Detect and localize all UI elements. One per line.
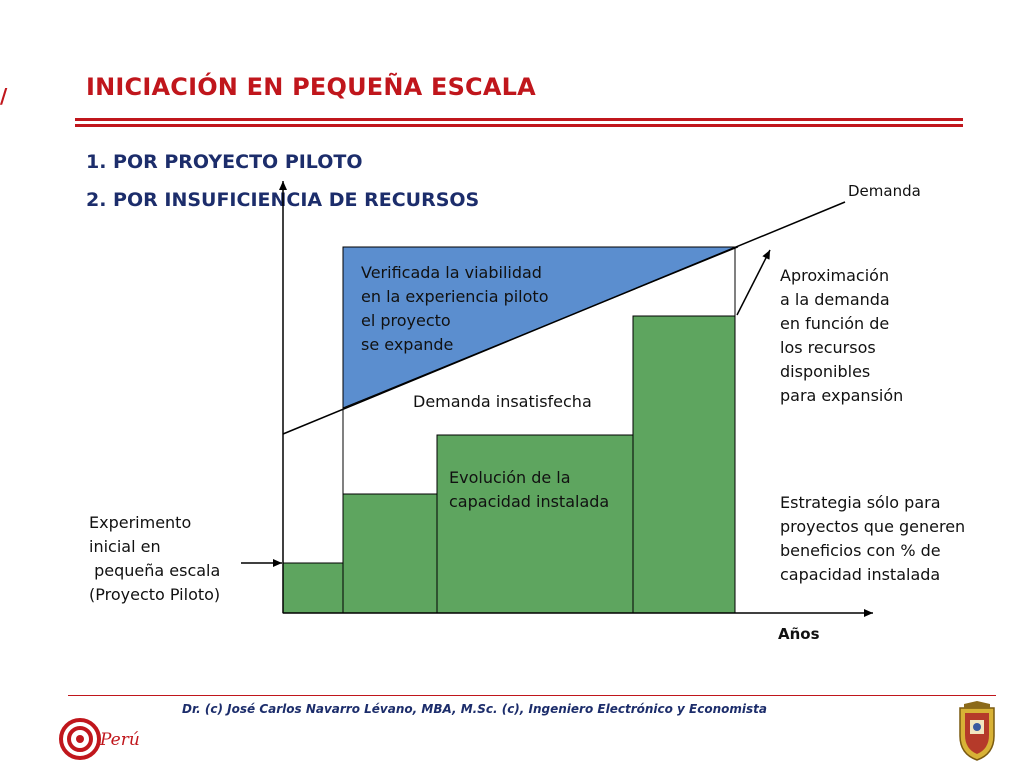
footer-credit: Dr. (c) José Carlos Navarro Lévano, MBA, M.Sc. (c), Ingeniero Electrónico y Economista	[182, 702, 767, 716]
list-item-proyecto-piloto: 1. POR PROYECTO PILOTO	[86, 151, 363, 173]
expansion-text: Verificada la viabilidad en la experiencia piloto el proyecto se expande	[361, 263, 549, 354]
demand-label: Demanda	[848, 182, 921, 200]
peru-logo-text: Perú	[100, 730, 140, 750]
capacity-step-1	[283, 563, 343, 613]
approximation-label: Aproximación a la demanda en función de los recursos disponibles para expansión	[780, 266, 904, 405]
list-item-insuficiencia-recursos: 2. POR INSUFICIENCIA DE RECURSOS	[86, 189, 480, 211]
peru-logo	[58, 712, 148, 766]
unmet-demand-label: Demanda insatisfecha	[413, 392, 592, 411]
slide-edge-mark: /	[0, 84, 8, 108]
slide-title: INICIACIÓN EN PEQUEÑA ESCALA	[86, 73, 536, 101]
strategy-label: Estrategia sólo para proyectos que generen beneficios con % de capacidad instalada	[780, 493, 966, 584]
pilot-label: Experimento inicial en pequeña escala (Proyecto Piloto)	[89, 513, 221, 604]
capacity-step-2	[343, 494, 437, 613]
approximation-arrow	[737, 250, 770, 315]
capacity-label: Evolución de la capacidad instalada	[449, 468, 610, 511]
university-crest-icon	[956, 700, 998, 762]
capacity-step-3	[437, 435, 633, 613]
footer-rule	[68, 695, 996, 696]
capacity-step-4	[633, 316, 735, 613]
x-axis-label: Años	[778, 625, 820, 643]
